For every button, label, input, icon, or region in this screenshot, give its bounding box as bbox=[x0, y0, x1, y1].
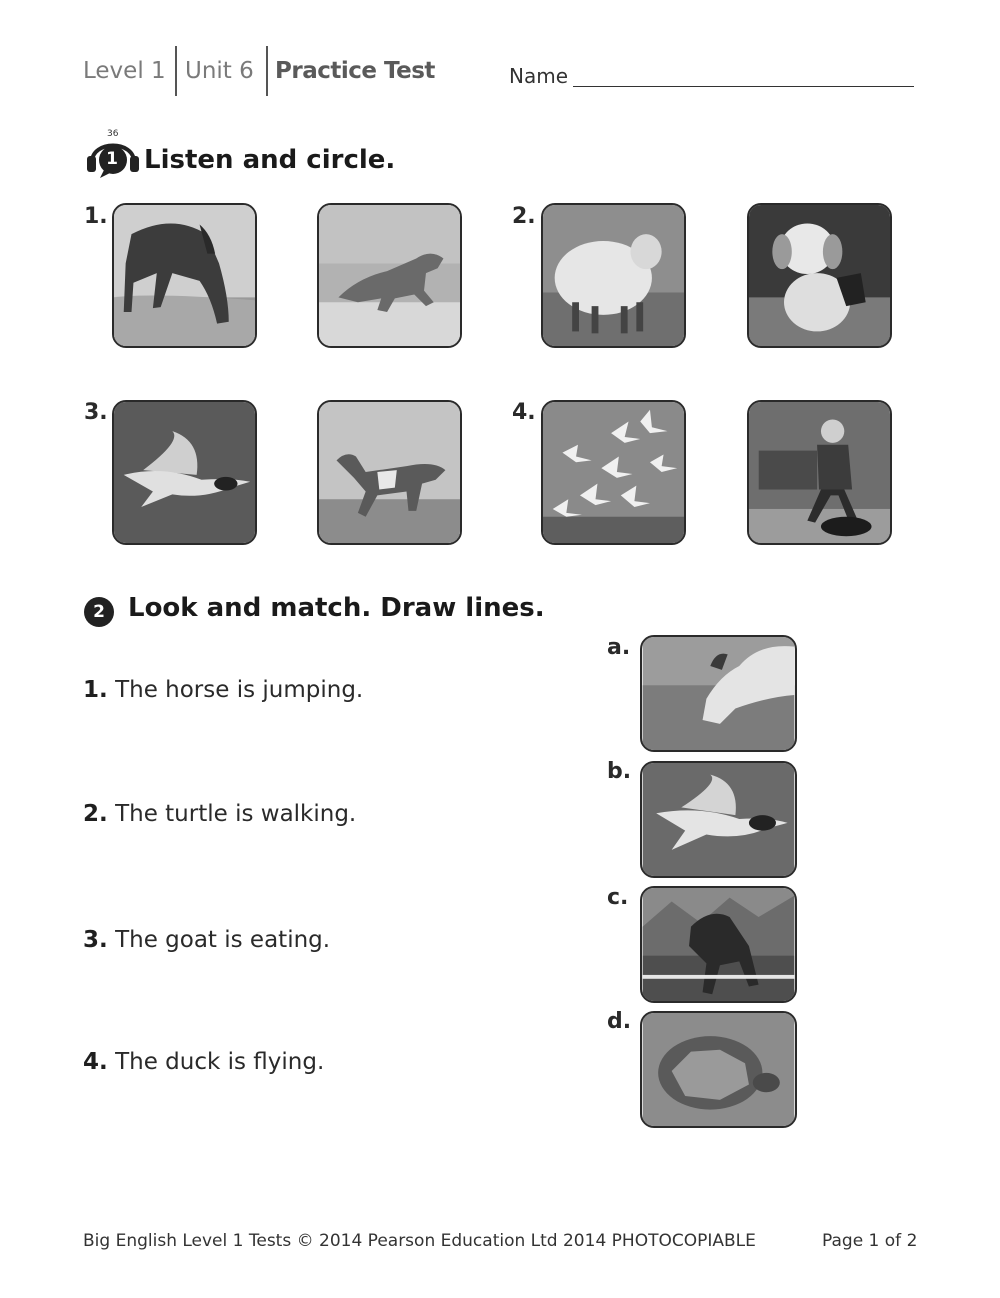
header-divider bbox=[175, 46, 177, 96]
photo-horse-grazing[interactable] bbox=[112, 203, 257, 348]
name-field[interactable] bbox=[573, 86, 914, 87]
option-letter: c. bbox=[607, 885, 629, 910]
sentence-3: 3. The goat is eating. bbox=[83, 927, 331, 953]
section-number: 1 bbox=[106, 149, 118, 169]
header-unit: Unit 6 bbox=[185, 58, 254, 84]
header-test-title: Practice Test bbox=[275, 58, 435, 84]
section-number: 2 bbox=[84, 597, 114, 627]
sentence-2: 2. The turtle is walking. bbox=[83, 801, 357, 827]
item-number: 2. bbox=[512, 204, 536, 229]
match-photo-turtle[interactable] bbox=[640, 1011, 797, 1128]
item-number: 4. bbox=[512, 400, 536, 425]
match-photo-duck[interactable] bbox=[640, 761, 797, 878]
photo-puppy[interactable] bbox=[747, 203, 892, 348]
item-number: 1. bbox=[84, 204, 108, 229]
track-number: 36 bbox=[107, 129, 119, 139]
sentence-1: 1. The horse is jumping. bbox=[83, 677, 364, 703]
option-letter: d. bbox=[607, 1009, 632, 1034]
option-letter: a. bbox=[607, 635, 631, 660]
photo-dog-running[interactable] bbox=[317, 203, 462, 348]
section1-title: Listen and circle. bbox=[144, 145, 396, 175]
photo-geese-flying[interactable] bbox=[541, 400, 686, 545]
name-label: Name bbox=[509, 64, 569, 88]
section2-title: Look and match. Draw lines. bbox=[128, 593, 545, 623]
header-level: Level 1 bbox=[83, 58, 166, 84]
photo-boy-running[interactable] bbox=[747, 400, 892, 545]
photo-sheep[interactable] bbox=[541, 203, 686, 348]
footer-copyright: Big English Level 1 Tests © 2014 Pearson Education Ltd 2014 PHOTOCOPIABLE bbox=[83, 1231, 756, 1251]
footer-page-number: Page 1 of 2 bbox=[822, 1231, 918, 1251]
item-number: 3. bbox=[84, 400, 108, 425]
header-divider bbox=[266, 46, 268, 96]
option-letter: b. bbox=[607, 759, 632, 784]
sentence-4: 4. The duck is flying. bbox=[83, 1049, 325, 1075]
match-photo-goat[interactable] bbox=[640, 635, 797, 752]
photo-duck-flying[interactable] bbox=[112, 400, 257, 545]
match-photo-horse-jumping[interactable] bbox=[640, 886, 797, 1003]
photo-horse-running[interactable] bbox=[317, 400, 462, 545]
